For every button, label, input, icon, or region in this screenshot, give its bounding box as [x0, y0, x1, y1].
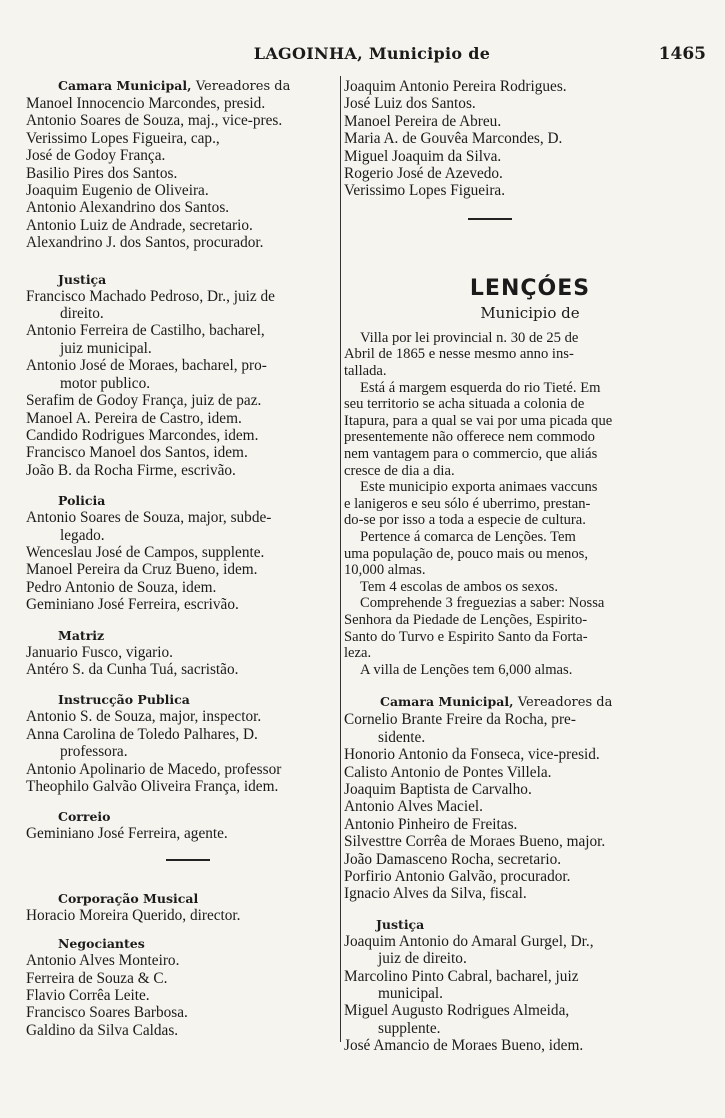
- text-line: Pedro Antonio de Souza, idem.: [26, 578, 217, 596]
- text-line: Calisto Antonio de Pontes Villela.: [344, 763, 552, 781]
- section-heading-camara-lencoes: Camara Municipal, Vereadores da: [380, 694, 613, 711]
- text-line: Horacio Moreira Querido, director.: [26, 906, 241, 924]
- text-line: Marcolino Pinto Cabral, bacharel, juiz: [344, 967, 579, 985]
- paragraph-line: Comprehende 3 freguezias a saber: Nossa: [360, 595, 605, 612]
- municipality-title: LENÇÓES: [469, 275, 591, 301]
- text-line: Joaquim Baptista de Carvalho.: [344, 780, 532, 798]
- text-line: Geminiano José Ferreira, agente.: [26, 825, 228, 843]
- section-heading-negociantes: Negociantes: [58, 936, 145, 952]
- text-line: Miguel Joaquim da Silva.: [344, 147, 502, 165]
- municipality-description: [344, 330, 716, 678]
- text-line: Honorio Antonio da Fonseca, vice-presid.: [344, 746, 600, 764]
- text-line: Silvesttre Corrêa de Moraes Bueno, major.: [344, 833, 606, 851]
- text-line: Verissimo Lopes Figueira.: [344, 182, 506, 200]
- paragraph-line: Este municipio exporta animaes vaccuns: [360, 479, 598, 496]
- text-line: legado.: [60, 526, 105, 544]
- section-heading-justica: Justiça: [58, 271, 107, 287]
- text-line: Manoel Innocencio Marcondes, presid.: [26, 95, 266, 112]
- section-heading-matriz: Matriz: [58, 627, 105, 643]
- text-line: Anna Carolina de Toledo Palhares, D.: [26, 725, 258, 743]
- text-line: Rogerio José de Azevedo.: [344, 165, 503, 183]
- text-line: João B. da Rocha Firme, escrivão.: [26, 461, 236, 479]
- paragraph-line: presentemente não offerece nem commodo: [344, 429, 595, 446]
- text-line: Antonio Ferreira de Castilho, bacharel,: [26, 322, 265, 340]
- text-line: Antéro S. da Cunha Tuá, sacristão.: [26, 660, 239, 678]
- section-camara-lencoes: [344, 711, 716, 902]
- text-line: Manoel Pereira de Abreu.: [344, 112, 502, 130]
- text-line: Antonio S. de Souza, major, inspector.: [26, 708, 262, 726]
- text-line: Galdino da Silva Caldas.: [26, 1021, 179, 1039]
- paragraph-line: leza.: [344, 645, 372, 662]
- text-line: Maria A. de Gouvêa Marcondes, D.: [344, 130, 563, 148]
- paragraph-line: Itapura, para a qual se vai por uma picada que: [344, 412, 613, 429]
- running-title: LAGOINHA, Municipio de: [253, 44, 491, 63]
- section-heading-justica-lencoes: Justiça: [376, 916, 425, 932]
- section-negociantes: [26, 952, 338, 1039]
- paragraph-line: Senhora da Piedade de Lenções, Espirito-: [344, 611, 588, 628]
- text-line: Antonio Soares de Souza, major, subde-: [26, 509, 272, 527]
- paragraph-line: Abril de 1865 e nesse mesmo anno ins-: [344, 346, 574, 363]
- text-line: José de Godoy França.: [26, 147, 166, 165]
- text-line: professora.: [60, 743, 128, 761]
- text-line: Alexandrino J. dos Santos, procurador.: [26, 234, 264, 252]
- text-line: Flavio Corrêa Leite.: [26, 987, 150, 1005]
- section-justica: [26, 288, 338, 479]
- paragraph-line: Santo do Turvo e Espirito Santo da Forta-: [344, 628, 588, 645]
- page-number: 1465: [658, 44, 706, 64]
- text-line: Joaquim Antonio do Amaral Gurgel, Dr.,: [344, 932, 594, 950]
- text-line: Antonio Pinheiro de Freitas.: [344, 815, 518, 833]
- text-line: Antonio José de Moraes, bacharel, pro-: [26, 357, 267, 375]
- section-policia: [26, 509, 338, 613]
- right-column: [344, 78, 716, 1055]
- text-line: Joaquim Eugenio de Oliveira.: [26, 182, 209, 200]
- paragraph-line: Tem 4 escolas de ambos os sexos.: [360, 578, 558, 595]
- continued-vereadores: [344, 78, 716, 200]
- section-matriz: [26, 644, 338, 679]
- section-heading-correio: Correio: [58, 809, 111, 825]
- text-line: sidente.: [378, 728, 426, 746]
- text-line: Francisco Machado Pedroso, Dr., juiz de: [26, 287, 275, 305]
- text-line: José Luiz dos Santos.: [344, 95, 476, 113]
- text-line: Joaquim Antonio Pereira Rodrigues.: [344, 78, 567, 95]
- text-line: direito.: [60, 305, 104, 323]
- municipality-subtitle: Municipio de: [480, 303, 580, 322]
- paragraph-line: cresce de dia a dia.: [344, 462, 455, 479]
- text-line: Ignacio Alves da Silva, fiscal.: [344, 885, 527, 903]
- paragraph-line: uma população de, pouco mais ou menos,: [344, 545, 588, 562]
- text-line: José Amancio de Moraes Bueno, idem.: [344, 1037, 584, 1055]
- section-rule: [166, 859, 210, 861]
- text-line: Francisco Manoel dos Santos, idem.: [26, 444, 248, 462]
- page-header: [26, 44, 718, 68]
- section-correio: [26, 825, 338, 842]
- text-line: motor publico.: [60, 374, 151, 392]
- text-line: Antonio Luiz de Andrade, secretario.: [26, 216, 253, 234]
- text-line: Francisco Soares Barbosa.: [26, 1004, 188, 1022]
- section-justica-lencoes: [344, 933, 716, 1055]
- section-heading-policia: Policia: [58, 493, 106, 509]
- text-line: Miguel Augusto Rodrigues Almeida,: [344, 1002, 570, 1020]
- text-line: João Damasceno Rocha, secretario.: [344, 850, 562, 868]
- text-line: Manoel Pereira da Cruz Bueno, idem.: [26, 561, 258, 579]
- paragraph-line: Está á margem esquerda do rio Tieté. Em: [360, 379, 601, 396]
- text-line: Porfirio Antonio Galvão, procurador.: [344, 867, 571, 885]
- text-line: Januario Fusco, vigario.: [26, 643, 173, 661]
- text-line: Verissimo Lopes Figueira, cap.,: [26, 129, 220, 147]
- paragraph-line: A villa de Lenções tem 6,000 almas.: [360, 661, 573, 678]
- section-camara: [26, 95, 338, 252]
- paragraph-line: Pertence á comarca de Lenções. Tem: [360, 528, 576, 545]
- text-line: Manoel A. Pereira de Castro, idem.: [26, 409, 242, 427]
- left-column: [26, 78, 338, 1039]
- paragraph-line: seu territorio se acha situada a colonia de: [344, 396, 585, 413]
- text-line: Antonio Alves Maciel.: [344, 798, 483, 816]
- paragraph-line: 10,000 almas.: [344, 562, 426, 579]
- text-line: Antonio Soares de Souza, maj., vice-pres.: [26, 112, 283, 130]
- text-line: juiz municipal.: [60, 339, 152, 357]
- paragraph-line: do-se por isso a toda a especie de cultura.: [344, 512, 586, 529]
- text-line: municipal.: [378, 985, 443, 1002]
- text-line: Theophilo Galvão Oliveira França, idem.: [26, 778, 279, 795]
- section-heading-corporacao: Corporação Musical: [58, 890, 199, 906]
- text-line: Ferreira de Souza & C.: [26, 969, 168, 987]
- text-line: Antonio Alexandrino dos Santos.: [26, 199, 230, 217]
- paragraph-line: Villa por lei provincial n. 30 de 25 de: [360, 329, 579, 346]
- section-instrucao: [26, 708, 338, 795]
- text-line: Serafim de Godoy França, juiz de paz.: [26, 392, 262, 410]
- paragraph-line: nem vantagem para o commercio, que aliás: [344, 446, 598, 462]
- text-line: Basilio Pires dos Santos.: [26, 164, 178, 182]
- column-divider: [340, 76, 341, 1042]
- text-line: Antonio Alves Monteiro.: [26, 952, 180, 970]
- text-line: Cornelio Brante Freire da Rocha, pre-: [344, 711, 576, 729]
- section-heading-instrucao: Instrucção Publica: [58, 692, 190, 708]
- paragraph-line: e lanigeros e seu sólo é uberrimo, prestan-: [344, 495, 591, 512]
- text-line: juiz de direito.: [378, 950, 467, 968]
- section-rule: [468, 218, 512, 220]
- section-heading-camara: Camara Municipal, Vereadores da: [58, 78, 291, 94]
- paragraph-line: tallada.: [344, 363, 387, 380]
- text-line: supplente.: [378, 1019, 441, 1037]
- text-line: Wenceslau José de Campos, supplente.: [26, 543, 265, 561]
- text-line: Candido Rodrigues Marcondes, idem.: [26, 426, 259, 444]
- section-corporacao: [26, 907, 338, 924]
- text-line: Geminiano José Ferreira, escrivão.: [26, 596, 239, 614]
- text-line: Antonio Apolinario de Macedo, professor: [26, 760, 282, 778]
